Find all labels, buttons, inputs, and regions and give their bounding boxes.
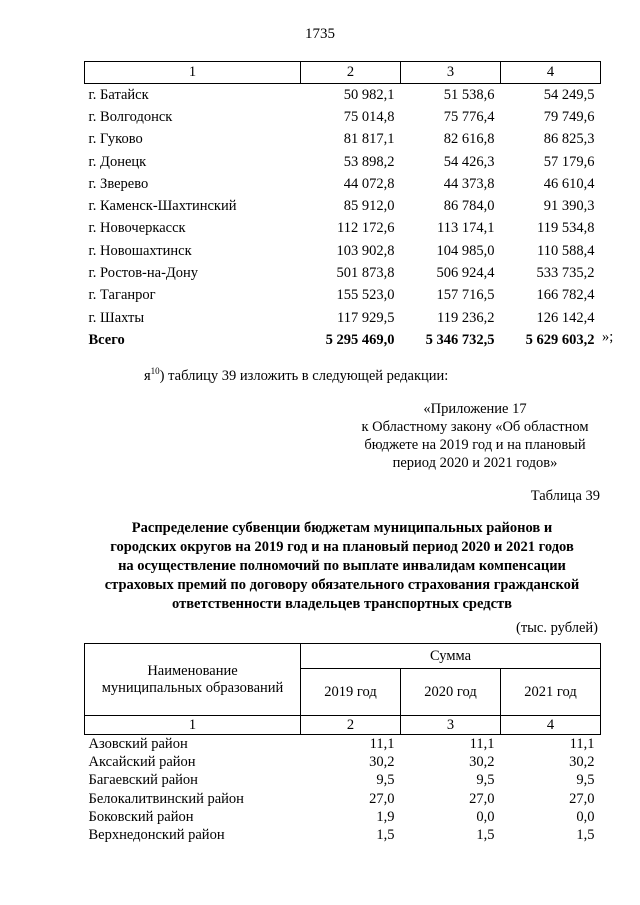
header-name-line: Наименование (147, 662, 238, 679)
amount-2020: 86 784,0 (443, 198, 495, 215)
amount-2021: 79 749,6 (543, 108, 595, 125)
table-row (85, 753, 601, 771)
amount-2020: 75 776,4 (443, 108, 495, 125)
amount-2021: 57 179,6 (543, 153, 595, 170)
amount-2021: 166 782,4 (536, 287, 595, 304)
table-row (85, 790, 601, 808)
amendment-text: ) таблицу 39 изложить в следующей редакции: (159, 367, 449, 384)
municipality-name: г. Шахты (88, 309, 145, 326)
amount-2021: 9,5 (576, 772, 595, 789)
amendment-superscript: 10 (150, 366, 160, 376)
units-label: (тыс. рублей) (516, 620, 598, 636)
title-line: на осуществление полномочий по выплате инвалидам компенсации (118, 558, 566, 574)
amount-2019: 1,9 (376, 808, 395, 825)
table-row (85, 151, 601, 173)
amount-2020: 113 174,1 (437, 220, 495, 237)
amount-2019: 30,2 (369, 754, 395, 771)
district-name: Белокалитвинский район (88, 790, 244, 807)
column-index: 3 (401, 716, 501, 735)
amount-2021: 119 534,8 (537, 220, 595, 237)
amount-2020: 54 426,3 (443, 153, 495, 170)
district-name: Багаевский район (88, 772, 198, 789)
appendix-line: «Приложение 17 (423, 401, 527, 417)
amount-2019: 501 873,8 (336, 265, 395, 282)
amount-2020: 9,5 (476, 772, 495, 789)
amount-2020: 27,0 (469, 790, 495, 807)
district-name: Аксайский район (88, 754, 196, 771)
table-row (85, 808, 601, 826)
column-index: 4 (501, 716, 601, 735)
amount-2021: 126 142,4 (536, 309, 595, 326)
municipality-name: г. Волгодонск (88, 108, 173, 125)
appendix-heading (340, 400, 610, 472)
municipality-name: г. Таганрог (88, 287, 156, 304)
amount-2019: 11,1 (369, 736, 395, 753)
column-index: 3 (401, 62, 501, 84)
amount-2019: 85 912,0 (343, 198, 395, 215)
appendix-line: бюджете на 2019 год и на плановый (364, 437, 586, 453)
amount-2020: 157 716,5 (436, 287, 495, 304)
amount-2019: 44 072,8 (343, 175, 395, 192)
closing-quote: »; (602, 329, 614, 345)
amount-2019: 1,5 (376, 827, 395, 844)
district-name: Азовский район (88, 736, 188, 753)
table-row (85, 195, 601, 217)
appendix-line: к Областному закону «Об областном (361, 419, 589, 435)
municipality-name: г. Гуково (88, 131, 143, 148)
amendment-letter: я (144, 367, 151, 384)
district-name: Боковский район (88, 808, 194, 825)
amount-2020: 30,2 (469, 754, 495, 771)
title-line: Распределение субвенции бюджетам муниципальных районов и (131, 520, 553, 536)
table-index-row (85, 716, 601, 735)
amount-2020: 82 616,8 (443, 131, 495, 148)
table-row (85, 735, 601, 754)
amount-2021: 11,1 (569, 736, 595, 753)
column-index: 1 (85, 716, 301, 735)
amount-2019: 112 172,6 (337, 220, 395, 237)
column-header-year: 2021 год (501, 669, 601, 716)
header-name-line: муниципальных образований (101, 679, 284, 696)
table-label: Таблица 39 (530, 488, 600, 504)
column-header-sum: Сумма (301, 644, 601, 669)
column-index: 2 (301, 62, 401, 84)
amount-2021: 86 825,3 (543, 131, 595, 148)
amount-2021: 27,0 (569, 790, 595, 807)
table-row (85, 129, 601, 151)
column-index: 2 (301, 716, 401, 735)
table-row (85, 84, 601, 107)
amount-2021: 54 249,5 (543, 86, 595, 103)
table-row (85, 173, 601, 195)
amount-2020: 44 373,8 (443, 175, 495, 192)
table-row (85, 218, 601, 240)
table-header-row (85, 62, 601, 84)
total-2019: 5 295 469,0 (325, 331, 395, 348)
table-row (85, 307, 601, 329)
amount-2019: 75 014,8 (343, 108, 395, 125)
amount-2021: 91 390,3 (543, 198, 595, 215)
table-header-row (85, 644, 601, 669)
amount-2021: 30,2 (569, 754, 595, 771)
amount-2019: 103 902,8 (336, 242, 395, 259)
table-row (85, 262, 601, 284)
amount-2020: 0,0 (476, 808, 495, 825)
municipality-name: г. Батайск (88, 86, 149, 103)
amount-2019: 50 982,1 (343, 86, 395, 103)
municipality-name: г. Каменск-Шахтинский (88, 198, 237, 215)
amount-2021: 1,5 (576, 827, 595, 844)
amount-2021: 533 735,2 (536, 265, 595, 282)
table-row (85, 106, 601, 128)
amount-2020: 1,5 (476, 827, 495, 844)
municipality-name: г. Зверево (88, 175, 149, 192)
column-index: 1 (85, 62, 301, 84)
amount-2019: 155 523,0 (336, 287, 395, 304)
column-header-name (85, 644, 301, 716)
amount-2019: 53 898,2 (343, 153, 395, 170)
title-line: городских округов на 2019 год и на плановый период 2020 и 2021 годов (110, 539, 574, 555)
table-row (85, 826, 601, 844)
appendix-line: период 2020 и 2021 годов» (392, 455, 558, 471)
table-title (84, 519, 600, 614)
title-line: страховых премий по договору обязательного страхования гражданской (104, 577, 580, 593)
title-line: ответственности владельцев транспортных средств (172, 596, 512, 612)
column-index: 4 (501, 62, 601, 84)
amount-2020: 51 538,6 (443, 86, 495, 103)
amount-2021: 46 610,4 (543, 175, 595, 192)
total-row (85, 329, 601, 351)
district-name: Верхнедонский район (88, 827, 225, 844)
amount-2019: 117 929,5 (337, 309, 395, 326)
amount-2020: 11,1 (469, 736, 495, 753)
column-header-year: 2020 год (401, 669, 501, 716)
page-number: 1735 (305, 26, 335, 42)
amount-2019: 9,5 (376, 772, 395, 789)
amount-2021: 110 588,4 (537, 242, 595, 259)
total-label: Всего (88, 331, 125, 348)
total-2020: 5 346 732,5 (425, 331, 495, 348)
subsidy-table-continuation (84, 61, 601, 352)
table-row (85, 285, 601, 307)
municipality-name: г. Новочеркасск (88, 220, 186, 237)
municipality-name: г. Донецк (88, 153, 147, 170)
amount-2019: 27,0 (369, 790, 395, 807)
table-row (85, 771, 601, 789)
amount-2020: 506 924,4 (436, 265, 495, 282)
column-header-year: 2019 год (301, 669, 401, 716)
amount-2021: 0,0 (576, 808, 595, 825)
amount-2019: 81 817,1 (343, 131, 395, 148)
table-row (85, 240, 601, 262)
total-2021: 5 629 603,2 (525, 331, 595, 348)
amount-2020: 119 236,2 (437, 309, 495, 326)
amendment-paragraph (144, 366, 448, 385)
amount-2020: 104 985,0 (436, 242, 495, 259)
municipality-name: г. Ростов-на-Дону (88, 265, 199, 282)
municipality-name: г. Новошахтинск (88, 242, 192, 259)
subsidy-table (84, 643, 601, 844)
